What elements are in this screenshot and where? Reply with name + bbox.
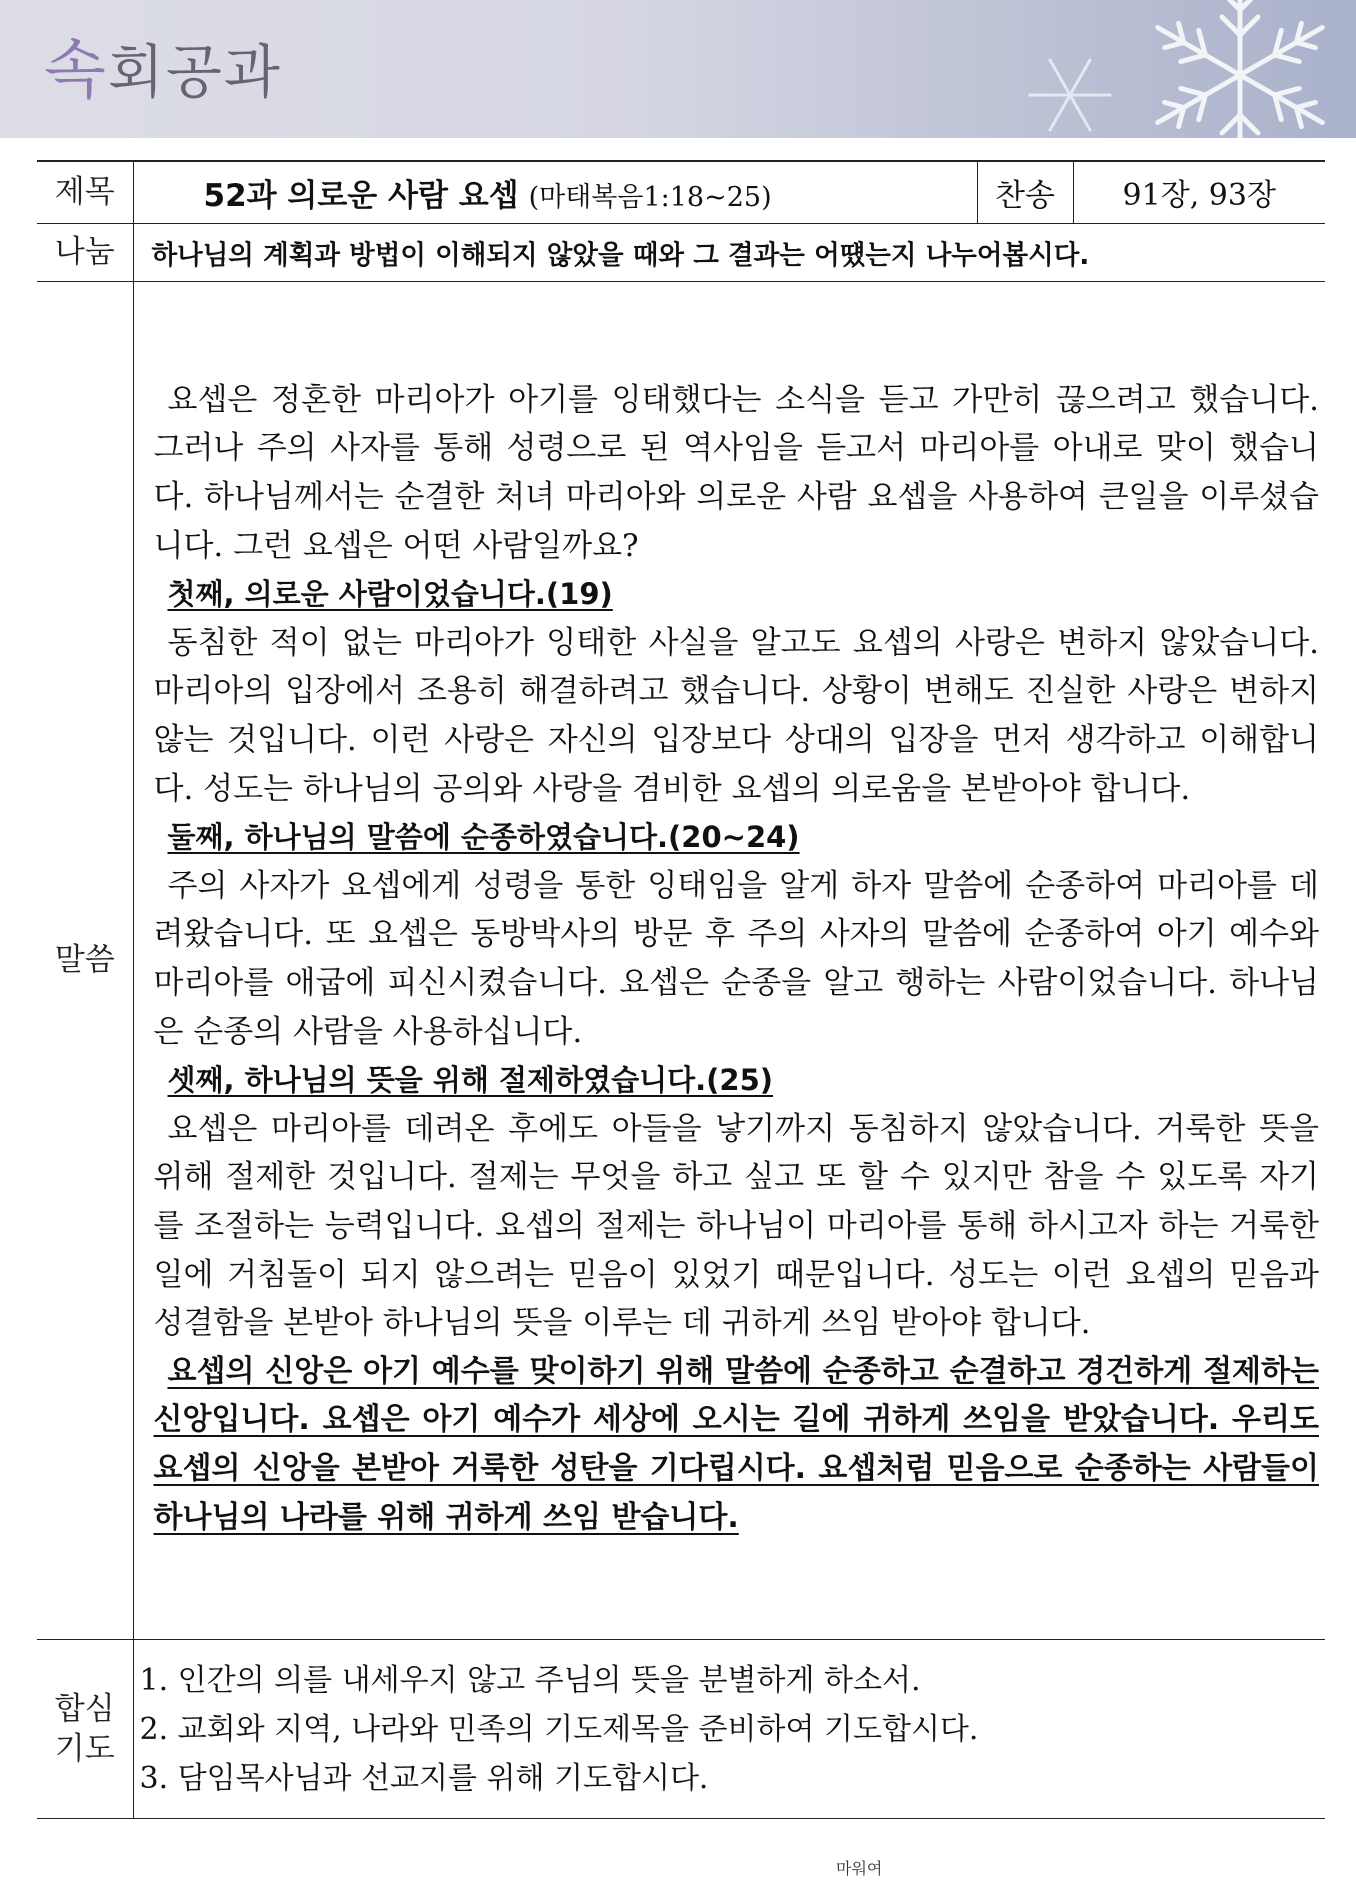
hymn-value: 91장, 93장 bbox=[1073, 161, 1325, 223]
title-label: 제목 bbox=[37, 161, 133, 223]
prayer-item: 3. 담임목사님과 선교지를 위해 기도합시다. bbox=[139, 1761, 709, 1796]
prayer-list bbox=[133, 1639, 1325, 1818]
prayer-label-line2: 기도 bbox=[54, 1730, 115, 1767]
share-row bbox=[37, 223, 1325, 281]
sermon-summary: 요셉의 신앙은 아기 예수를 맞이하기 위해 말씀에 순종하고 순결하고 경건하게 절제하는 신앙입니다. 요셉은 아기 예수가 세상에 오시는 길에 귀하게 쓰임을 받았습니다. 우리도 요셉의 신앙을 본받아 거룩한 성탄을 기다립시다. 요셉처럼 믿음으로 순종하는 사람들이 하나님의 나라를 위해 귀하게 쓰임 받습니다. bbox=[153, 1353, 1319, 1535]
word-row bbox=[37, 281, 1325, 1639]
share-label: 나눔 bbox=[37, 223, 133, 281]
snowflake-decoration-small bbox=[1000, 40, 1140, 140]
sermon-paragraph-2: 주의 사자가 요셉에게 성령을 통한 잉태임을 알게 하자 말씀에 순종하여 마리아를 데려왔습니다. 또 요셉은 동방박사의 방문 후 주의 사자의 말씀에 순종하여 아기 예수와 마리아를 애굽에 피신시켰습니다. 요셉은 순종을 알고 행하는 사람이었습니다. 하나님은 순종의 사람을 사용하십니다. bbox=[153, 867, 1319, 1050]
word-label: 말씀 bbox=[37, 281, 133, 1639]
lesson-title: 52과 의로운 사람 요셉 bbox=[203, 177, 519, 214]
point-heading-3: 셋째, 하나님의 뜻을 위해 절제하였습니다.(25) bbox=[167, 1063, 774, 1098]
section-title bbox=[44, 26, 282, 116]
sermon-paragraph-1: 동침한 적이 없는 마리아가 잉태한 사실을 알고도 요셉의 사랑은 변하지 않았습니다. 마리아의 입장에서 조용히 해결하려고 했습니다. 상황이 변해도 진실한 사랑은 변하지 않는 것입니다. 이런 사랑은 자신의 입장보다 상대의 입장을 먼저 생각하고 이해합니다. 성도는 하나님의 공의와 사랑을 겸비한 요셉의 의로움을 본받아야 합니다. bbox=[153, 624, 1319, 807]
sermon-body bbox=[133, 281, 1325, 1639]
prayer-item: 2. 교회와 지역, 나라와 민족의 기도제목을 준비하여 기도합시다. bbox=[139, 1712, 979, 1747]
prayer-item: 1. 인간의 의를 내세우지 않고 주님의 뜻을 분별하게 하소서. bbox=[139, 1663, 921, 1698]
title-row bbox=[37, 161, 1325, 223]
share-question: 하나님의 계획과 방법이 이해되지 않았을 때와 그 결과는 어떘는지 나누어봅시다. bbox=[133, 223, 1325, 281]
section-title-rest: 회공과 bbox=[107, 38, 282, 106]
title-cell bbox=[133, 161, 977, 223]
hymn-label: 찬송 bbox=[977, 161, 1073, 223]
prayer-row bbox=[37, 1639, 1325, 1818]
point-heading-1: 첫째, 의로운 사람이었습니다.(19) bbox=[167, 577, 613, 612]
prayer-label bbox=[37, 1639, 133, 1818]
lesson-table bbox=[37, 160, 1325, 1819]
section-title-initial: 속 bbox=[44, 34, 108, 108]
scripture-reference: (마태복음1:18~25) bbox=[528, 181, 772, 213]
point-heading-2: 둘째, 하나님의 말씀에 순종하였습니다.(20~24) bbox=[167, 820, 800, 855]
prayer-label-line1: 합심 bbox=[54, 1690, 115, 1727]
footer-fragment: 마워여 bbox=[836, 1859, 883, 1878]
sermon-paragraph-3: 요셉은 마리아를 데려온 후에도 아들을 낳기까지 동침하지 않았습니다. 거룩한 뜻을 위해 절제한 것입니다. 절제는 무엇을 하고 싶고 또 할 수 있지만 참을 수 있도록 자기를 조절하는 능력입니다. 요셉의 절제는 하나님이 마리아를 통해 하시고자 하는 거룩한 일에 거침돌이 되지 않으려는 믿음이 있었기 때문입니다. 성도는 이런 요셉의 믿음과 성결함을 본받아 하나님의 뜻을 이루는 데 귀하게 쓰임 받아야 합니다. bbox=[153, 1110, 1319, 1342]
sermon-intro: 요셉은 정혼한 마리아가 아기를 잉태했다는 소식을 듣고 가만히 끊으려고 했습니다. 그러나 주의 사자를 통해 성령으로 된 역사임을 듣고서 마리아를 아내로 맞이 했습니다. 하나님께서는 순결한 처녀 마리아와 의로운 사람 요셉을 사용하여 큰일을 이루셨습니다. 그런 요셉은 어떤 사람일까요? bbox=[153, 381, 1319, 564]
